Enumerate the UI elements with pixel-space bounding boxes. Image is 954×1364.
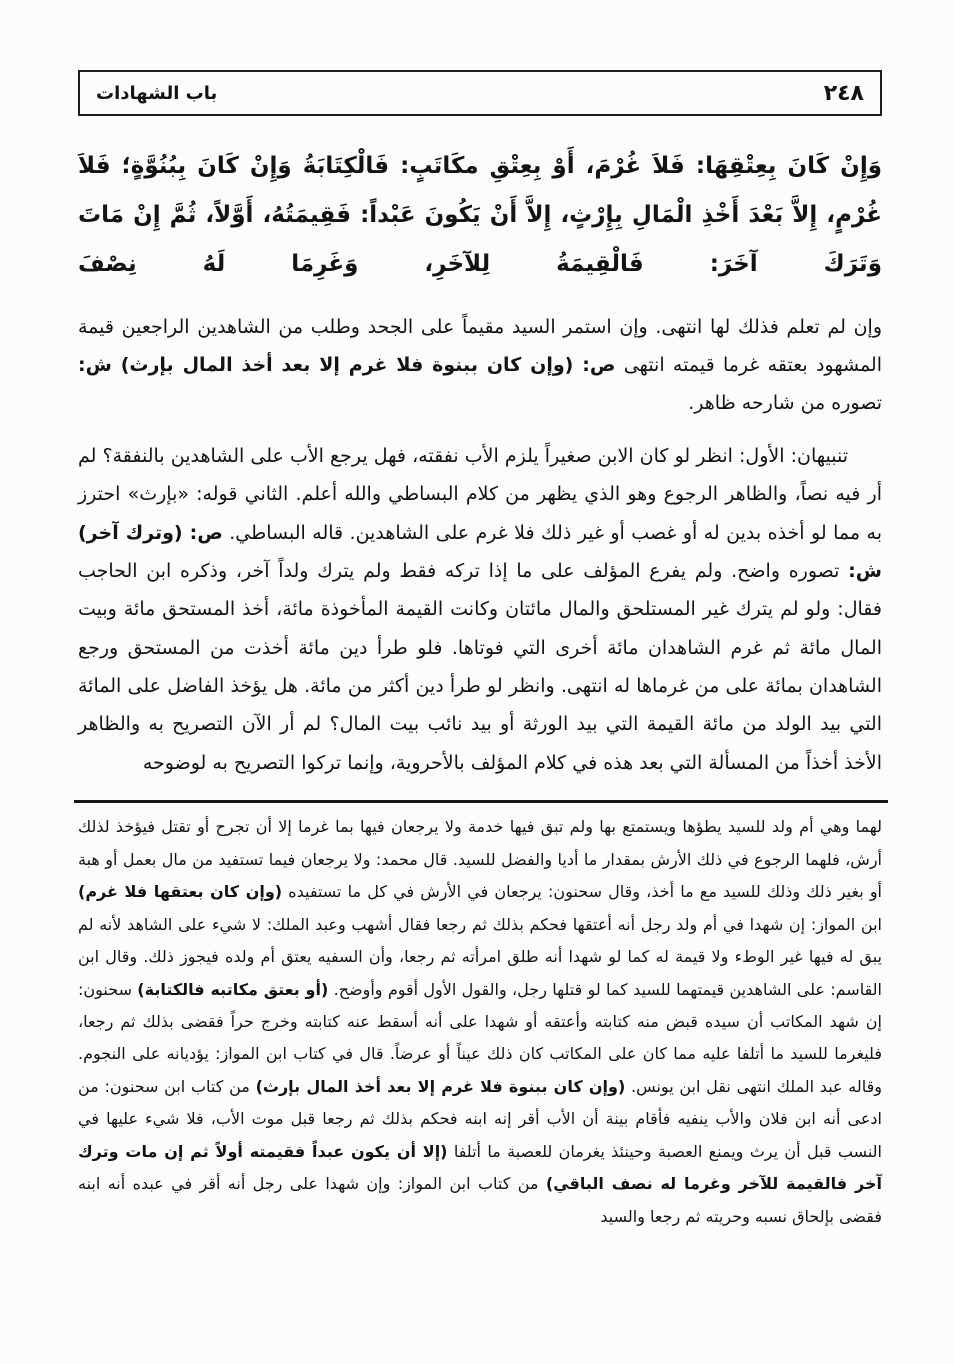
commentary-run: تصوره من شارحه ظاهر. — [688, 392, 882, 415]
page-body — [78, 142, 882, 1233]
chapter-title: باب الشهادات — [96, 82, 218, 104]
footnote-block — [78, 811, 882, 1233]
page-header — [78, 70, 882, 116]
footnote-run: من كتاب ابن المواز: وإن شهدا على رجل أنه أقر في عبده أنه ابنه فقضى بإلحاق نسبه وحريته ثم رجعا والسيد — [78, 1174, 882, 1226]
footnote-run: لهما وهي أم ولد للسيد يطؤها ويستمتع بها ولم تبق فيها خدمة ولا يرجعان فيها بما غرما إلا أن تجرح أو تقتل فيؤخذ لذلك أرش، فلهما الرجوع في ذلك الأرش بمقدار ما أديا والفضل للسيد. قال محمد: ولا يرجعان فيما تستفيد من مال بعمل أو هبة أو بغير ذلك وذلك للسيد مع ما أخذ، وقال سحنون: يرجعان في الأرش في كل ما تستفيده — [78, 817, 882, 902]
commentary-paragraph-1 — [78, 308, 882, 423]
matn-text: وَإِنْ كَانَ بِعِتْقِهَا: فَلاَ غُرْمَ، أَوْ بِعِتْقِ مكَاتَبٍ: فَالْكِتَابَةُ وَإِنْ كَانَ بِبُنُوَّةٍ؛ فَلاَ غُرْمٍ، إِلاَّ بَعْدَ أَخْذِ الْمَالِ بِإِرْثٍ، إِلاَّ أَنْ يَكُونَ عَبْداً: فَقِيمَتُهُ، أَوَّلاً، ثُمَّ إِنْ مَاتَ وَتَرَكَ آخَرَ: فَالْقِيمَةُ لِلآخَرِ، وَغَرِمَا لَهُ نِصْفَ — [78, 153, 882, 278]
footnote-run: من كتاب ابن سحنون: من ادعى أنه ابن فلان والأب ينفيه فأقام بينة أن الأب أقر إنه ابنه فحكم بذلك ثم رجعا قبل موت الأب، فلا شيء عليها في النسب قبل أن يرث ويمنع العصبة وحينئذ يغرمان للعصبة ما أتلفا — [78, 1076, 883, 1161]
footnote-lemma-bold: (أو بعتق مكاتبه فالكتابة) — [137, 979, 329, 999]
commentary-run: تنبيهان: الأول: انظر لو كان الابن صغيراً يلزم الأب نفقته، فهل يرجع الأب على الشاهدين بالنفقة؟ لم أر فيه نصاً، والظاهر الرجوع وهو الذي يظهر من كلام البساطي والله أعلم. الثاني قوله: «بإرث» احترز به مما لو أخذه بدين له أو غصب أو غير ذلك فلا غرم على الشاهدين. قاله البساطي. — [78, 444, 882, 544]
commentary-run: تصوره واضح. ولم يفرع المؤلف على ما إذا تركه فقط ولم يترك ولداً آخر، وذكره ابن الحاجب فقال: ولو لم يترك غير المستلحق والمال مائتان وكانت القيمة المأخوذة مائة، أخذ المستحق مائة وبيت المال مائة ثم غرم الشاهدان مائة أخرى التي فوتاها. فلو طرأ دين مائة أخذت من المستحق ورجع الشاهدان بمائة على من غرماها له انتهى. وانظر لو طرأ دين أكثر من مائة. هل يؤخذ الفاضل على المائة التي بيد الولد من مائة القيمة التي بيد الورثة أو بيد نائب بيت المال؟ لم أر الآن التصريح به والظاهر الأخذ أخذاً من المسألة التي بعد هذه في كلام المؤلف بالأحروية، وإنما تركوا التصريح به لوضوحه — [78, 559, 882, 774]
footnote-lemma-bold: (وإن كان بعتقها فلا غرم) — [78, 882, 283, 902]
footnote-lemma-bold: (وإن كان ببنوة فلا غرم إلا بعد أخذ المال بإرث) — [255, 1076, 626, 1096]
commentary-paragraph-2 — [78, 437, 882, 782]
footnote-run: سحنون: إن شهد المكاتب أن سيده قبض منه كتابته وأعتقه أو شهدا على أنه أسقط عنه كتابته وخرج حراً فقضى بذلك ثم رجعا، فليغرما للسيد ما أتلفا عليه مما كان على المكاتب كان ذلك عيناً أو عرضاً. قال في كتاب ابن المواز: يؤديانه على النجوم. وقاله عبد الملك انتهى نقل ابن يونس. — [78, 979, 883, 1096]
page-number: ٢٤٨ — [823, 80, 864, 106]
footnote-lemma-bold: (إلا أن يكون عبداً فقيمته أولاً ثم إن مات وترك آخر فالقيمة للآخر وغرما له نصف الباقي) — [78, 1141, 882, 1194]
commentary-run: وإن لم تعلم فذلك لها انتهى. وإن استمر السيد مقيماً على الجحد وطلب من الشاهدين الراجعين قيمة المشهود بعتقه غرما قيمته انتهى — [78, 315, 882, 377]
footnote-run: ابن المواز: إن شهدا في أم ولد رجل أنه أعتقها فحكم بذلك ثم رجعا فقال أشهب وعبد الملك: لا شيء على الشاهد لأنه لم يبق له فيها غير الوطء ولا قيمة له كما لو شهدا أنه طلق امرأته ثم رجعا، وأن السفيه يعتق أم ولده فيجوز ذلك. وقال ابن القاسم: على الشاهدين قيمتهما للسيد كما لو قتلها رجل، والقول الأول أقوم وأوضح. — [78, 914, 882, 999]
commentary-lemma-bold: ص: (وترك آخر) ش: — [78, 521, 882, 582]
commentary-lemma-bold: ص: (وإن كان ببنوة فلا غرم إلا بعد أخذ المال بإرث) ش: — [78, 354, 616, 377]
section-divider — [74, 800, 888, 803]
